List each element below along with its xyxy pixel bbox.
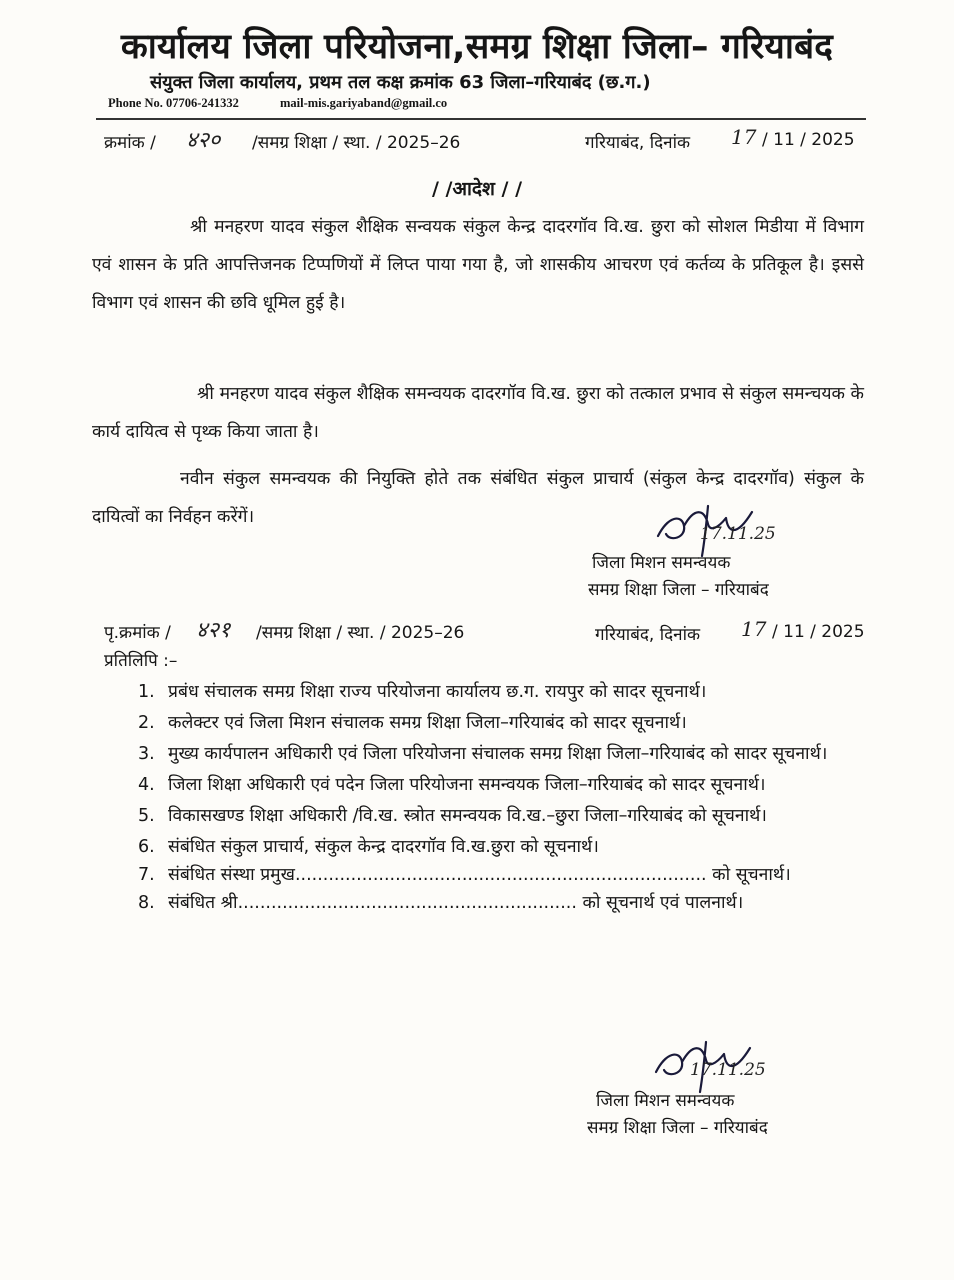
signature-2-office: समग्र शिक्षा जिला – गरियाबंद [587, 1118, 768, 1138]
signature-1-date: 17.11.25 [700, 524, 776, 544]
list-item: 2. कलेक्टर एवं जिला मिशन संचालक समग्र शिक्षा जिला–गरियाबंद को सादर सूचनार्थ। [138, 713, 687, 733]
list-item: 8. संबंधित श्री............................................................. को सूचनार्थ एवं पालनार्थ। [138, 893, 744, 913]
list-item: 5. विकासखण्ड शिक्षा अधिकारी /वि.ख. स्त्रोत समन्वयक वि.ख.–छुरा जिला–गरियाबंद को सूचनार्थ। [138, 806, 767, 826]
copy-recipient-list [138, 678, 868, 917]
order-paragraph-1: श्री मनहरण यादव संकुल शैक्षिक सन्वयक संकुल केन्द्र दादरगॉव वि.ख. छुरा को सोशल मिडीया में विभाग एवं शासन के प्रति आपत्तिजनक टिप्पणियों में लिप्त पाया गया है, जो शासकीय आचरण एवं कर्तव्य के प्रतिकूल है। इससे विभाग एवं शासन की छवि धूमिल हुई है। [92, 217, 864, 313]
signature-1-designation: जिला मिशन समन्वयक [592, 553, 731, 573]
copy-date-rest: / 11 / 2025 [772, 622, 865, 642]
copy-ref-prefix: पृ.क्रमांक / [104, 623, 171, 643]
copy-ref-suffix: /समग्र शिक्षा / स्था. / 2025–26 [256, 623, 465, 643]
signature-2-date: 17.11.25 [690, 1060, 766, 1080]
order-heading: / /आदेश / / [431, 178, 523, 200]
order-date-day: 17 [731, 125, 757, 149]
office-title: कार्यालय जिला परियोजना,समग्र शिक्षा जिला– गरियाबंद [120, 27, 834, 67]
signature-1-office: समग्र शिक्षा जिला – गरियाबंद [588, 580, 769, 600]
copy-date-day: 17 [741, 617, 767, 641]
signature-2-designation: जिला मिशन समन्वयक [596, 1091, 735, 1111]
order-ref-number: ४२० [186, 128, 221, 153]
email-address: mail-mis.gariyaband@gmail.co [280, 96, 448, 110]
order-ref-suffix: /समग्र शिक्षा / स्था. / 2025–26 [252, 133, 461, 153]
order-paragraph-2: श्री मनहरण यादव संकुल शैक्षिक समन्वयक दादरगॉव वि.ख. छुरा को तत्काल प्रभाव से संकुल समन्चयक के कार्य दायित्व से पृथ्क किया जाता है। [92, 384, 864, 442]
header-divider [96, 118, 866, 120]
order-paragraph-3: नवीन संकुल समन्वयक की नियुक्ति होते तक संबंधित संकुल प्राचार्य (संकुल केन्द्र दादरगॉव) संकुल के दायित्वों का निर्वहन करेंगें। [92, 469, 864, 527]
list-item: 4. जिला शिक्षा अधिकारी एवं पदेन जिला परियोजना समन्वयक जिला–गरियाबंद को सादर सूचनार्थ। [138, 775, 766, 795]
phone-number: Phone No. 07706-241332 [108, 96, 239, 110]
order-place-date-label: गरियाबंद, दिनांक [585, 133, 691, 153]
copy-place-date-label: गरियाबंद, दिनांक [595, 625, 701, 645]
list-item: 1. प्रबंध संचालक समग्र शिक्षा राज्य परियोजना कार्यालय छ.ग. रायपुर को सादर सूचनार्थ। [138, 682, 707, 702]
list-item: 3. मुख्य कार्यपालन अधिकारी एवं जिला परियोजना संचालक समग्र शिक्षा जिला–गरियाबंद को सादर सूचनार्थ। [138, 744, 828, 764]
list-item: 7. संबंधित संस्था प्रमुख.......................................................................... को सूचनार्थ। [138, 865, 791, 885]
list-item: 6. संबंधित संकुल प्राचार्य, संकुल केन्द्र दादरगॉव वि.ख.छुरा को सूचनार्थ। [138, 837, 599, 857]
office-address: संयुक्त जिला कार्यालय, प्रथम तल कक्ष क्रमांक 63 जिला–गरियाबंद (छ.ग.) [150, 72, 651, 93]
order-ref-prefix: क्रमांक / [104, 133, 156, 153]
order-date-rest: / 11 / 2025 [762, 130, 855, 150]
copy-ref-number: ४२१ [196, 618, 231, 643]
copy-to-label: प्रतिलिपि :– [104, 651, 178, 671]
